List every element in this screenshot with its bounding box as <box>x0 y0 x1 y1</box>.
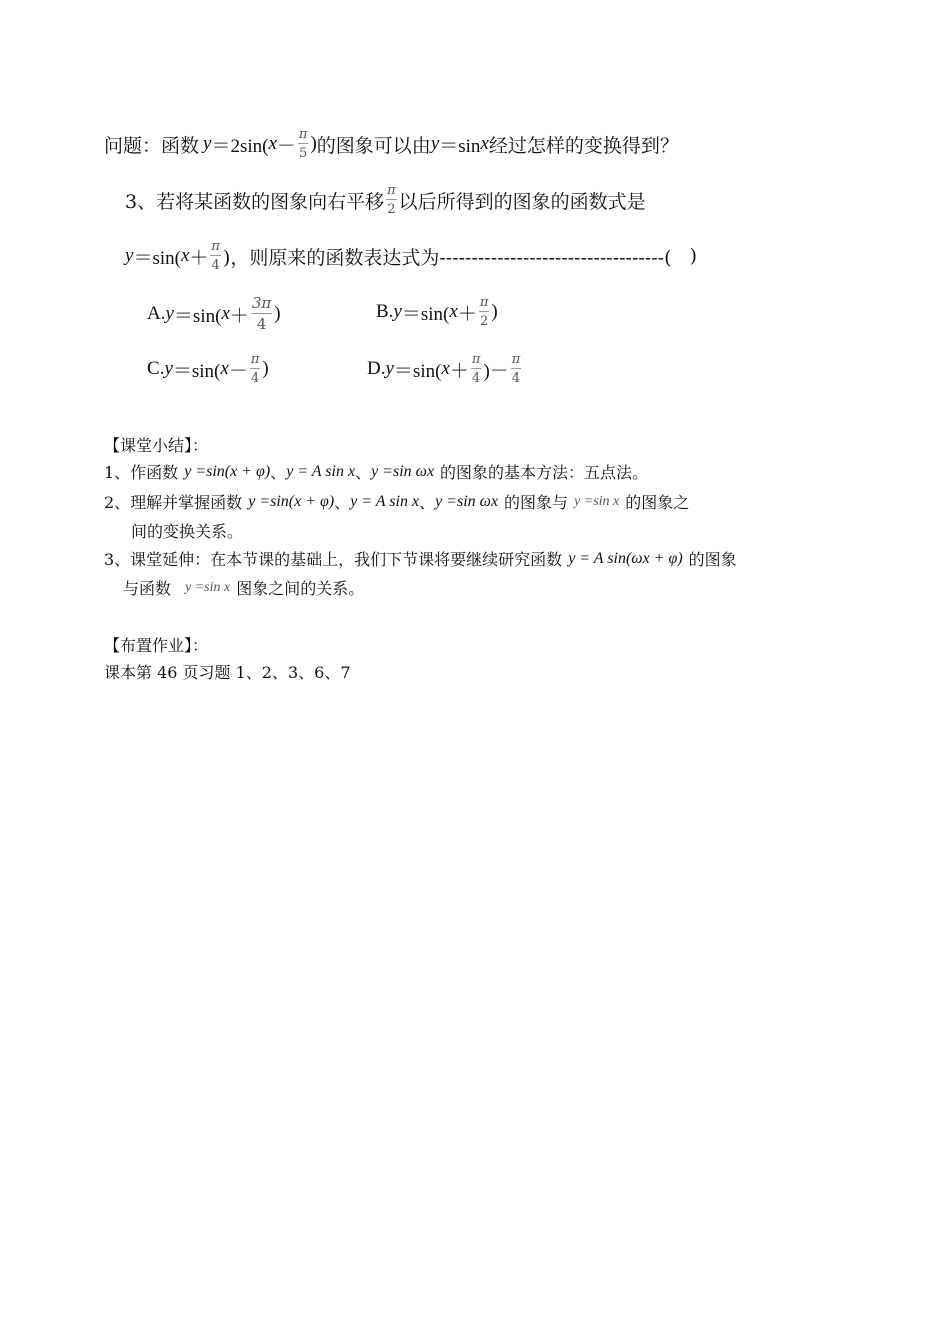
fraction-pi-over-4: $\frac{\pi}{4}$ <box>250 352 260 386</box>
fraction-pi-over-2: $\frac{\pi}{2}$ <box>387 183 396 217</box>
fraction-pi-over-4: $\frac{\pi}{4}$ <box>211 239 220 273</box>
fraction-3pi-over-4: $\frac{3\pi}{4}$ <box>251 294 272 333</box>
fraction-pi-over-5: $\frac{\pi}{5}$ <box>298 127 308 161</box>
option-b[interactable]: B. y ＝sin( x ＋ $\frac{\pi}{2}$ ) <box>376 295 498 329</box>
summary-item-2-cont: 间的变换关系。 <box>131 522 244 541</box>
problem3-stem-line2: y ＝sin( x ＋ $\frac{\pi}{4}$ )，则原来的函数表达式为-----------------------------------( ) <box>125 239 698 273</box>
fraction-pi-over-4: $\frac{\pi}{4}$ <box>511 352 521 386</box>
summary-item-2: 2、理解并掌握函数 y =sin(x + φ) 、 y = A sin x 、 y =sin ωx 的图象与 y =sin x 的图象之 <box>104 492 690 512</box>
summary-item-1: 1、作函数 y =sin(x + φ) 、 y = A sin x 、 y =sin ωx 的图象的基本方法：五点法。 <box>104 462 649 482</box>
fraction-pi-over-2: $\frac{\pi}{2}$ <box>479 295 489 329</box>
option-c[interactable]: C. y ＝sin( x － $\frac{\pi}{4}$ ) <box>147 352 269 386</box>
summary-item-3-cont: 与函数 y =sin x 图象之间的关系。 <box>123 579 365 598</box>
summary-heading: 【课堂小结】： <box>104 436 209 455</box>
problem3-stem: 3、若将某函数的图象向右平移 $\frac{\pi}{2}$ 以后所得到的图象的函数式是 <box>125 183 646 217</box>
answer-blank[interactable]: ) <box>671 245 698 267</box>
option-a[interactable]: A. y ＝sin( x ＋ $\frac{3\pi}{4}$ ) <box>147 294 281 333</box>
summary-item-3: 3、课堂延伸：在本节课的基础上，我们下节课将要继续研究函数 y = A sin(ωx + φ) 的图象 <box>104 549 737 569</box>
homework-heading: 【布置作业】： <box>104 636 209 655</box>
question-line: 问题：函数 y ＝2sin( x － $\frac{\pi}{5}$ ) 的图象可以由 y ＝sin x 经过怎样的变换得到？ <box>104 127 679 161</box>
question-prefix: 问题：函数 <box>104 134 200 157</box>
homework-text: 课本第 46 页习题 1、2、3、6、7 <box>104 663 351 682</box>
fraction-pi-over-4: $\frac{\pi}{4}$ <box>471 352 481 386</box>
option-d[interactable]: D. y ＝sin( x ＋ $\frac{\pi}{4}$ )－ $\frac{\pi}{4}$ <box>367 352 521 386</box>
